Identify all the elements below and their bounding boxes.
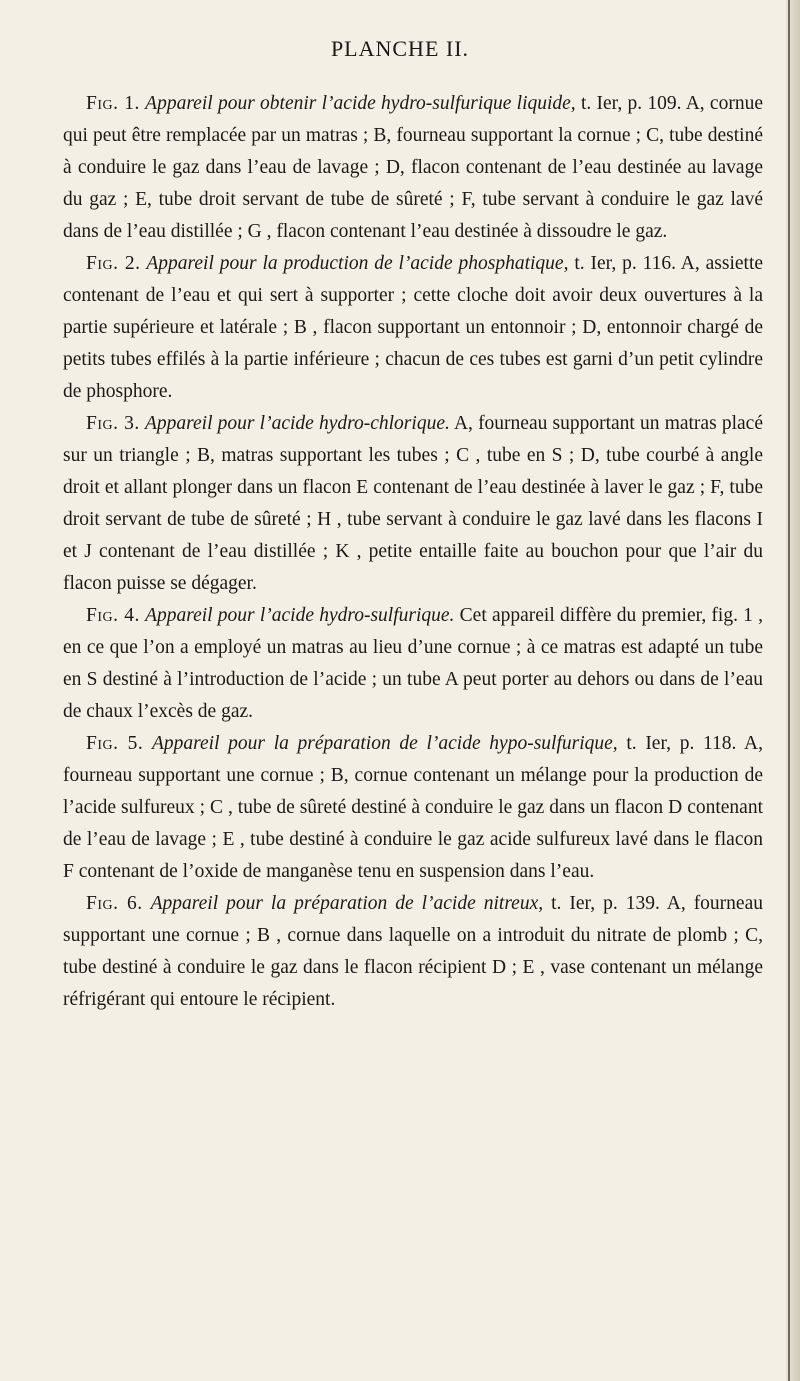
figure-6-label: Fig. 6. xyxy=(86,893,143,914)
figure-2-label: Fig. 2. xyxy=(86,253,141,274)
figure-5-paragraph xyxy=(63,728,763,888)
figure-3-label: Fig. 3. xyxy=(86,413,140,434)
figure-3-paragraph xyxy=(63,408,763,600)
figure-4-body: Cet appareil diffère du premier, fig. 1 , en ce que l’on a employé un matras au lieu d’une cornue ; à ce matras est adapté un tube en S destiné à l’introduction de l’acide ; un tube A peut porter au dehors ou dans de l’eau de chaux l’excès de gaz. xyxy=(63,605,764,722)
figure-5-title: Appareil pour la préparation de l’acide hypo-sulfurique, xyxy=(151,733,618,754)
figure-6-paragraph xyxy=(63,888,763,1016)
figure-4-paragraph xyxy=(63,600,763,728)
figure-3-body: A, fourneau supportant un matras placé sur un triangle ; B, matras supportant les tubes ; C , tube en S ; D, tube courbé à angle droit et allant plonger dans un flacon E contenant de l’eau destinée à laver le gaz ; F, tube droit servant de tube de sûreté ; H , tube servant à conduire le gaz lavé dans les flacons I et J contenant de l’eau distillée ; K , petite entaille faite au bouchon pour que l’air du flacon puisse se dégager. xyxy=(63,413,763,594)
figure-5-label: Fig. 5. xyxy=(86,733,144,754)
figure-1-body: t. Ier, p. 109. A, cornue qui peut être remplacée par un matras ; B, fourneau supportant la cornue ; C, tube destiné à conduire le gaz dans l’eau de lavage ; D, flacon contenant de l’eau destinée au lavage du gaz ; E, tube droit servant de tube de sûreté ; F, tube servant à conduire le gaz lavé dans de l’eau distillée ; G , flacon contenant l’eau destinée à dissoudre le gaz. xyxy=(63,93,763,242)
figure-4-label: Fig. 4. xyxy=(86,605,140,626)
figure-3-title: Appareil pour l’acide hydro-chlorique. xyxy=(144,413,450,434)
figure-1-paragraph xyxy=(63,88,763,248)
figure-2-title: Appareil pour la production de l’acide phosphatique, xyxy=(146,253,569,274)
page-edge-line xyxy=(788,0,790,1381)
figure-1-title: Appareil pour obtenir l’acide hydro-sulfurique liquide, xyxy=(145,93,576,114)
plate-title: PLANCHE II. xyxy=(330,36,470,61)
figure-5-body: t. Ier, p. 118. A, fourneau supportant une cornue ; B, cornue contenant un mélange pour la production de l’acide sulfureux ; C , tube de sûreté destiné à conduire le gaz dans un flacon D contenant de l’eau de lavage ; E , tube destiné à conduire le gaz acide sulfureux lavé dans le flacon F contenant de l’oxide de manganèse tenu en suspension dans l’eau. xyxy=(63,733,763,882)
figure-4-title: Appareil pour l’acide hydro-sulfurique. xyxy=(145,605,455,626)
figure-6-body: t. Ier, p. 139. A, fourneau supportant une cornue ; B , cornue dans laquelle on a introduit du nitrate de plomb ; C, tube destiné à conduire le gaz dans le flacon récipient D ; E , vase contenant un mélange réfrigérant qui entoure le récipient. xyxy=(63,893,763,1010)
figure-1-label: Fig. 1. xyxy=(86,93,140,114)
figure-2-paragraph xyxy=(63,248,763,408)
figure-2-body: t. Ier, p. 116. A, assiette contenant de l’eau et qui sert à supporter ; cette cloche doit avoir deux ouvertures à la partie supérieure et latérale ; B , flacon supportant un entonnoir ; D, entonnoir chargé de petits tubes effilés à la partie inférieure ; chacun de ces tubes est garni d’un petit cylindre de phosphore. xyxy=(63,253,764,402)
figure-6-title: Appareil pour la préparation de l’acide nitreux, xyxy=(150,893,544,914)
text-block xyxy=(63,88,763,1016)
